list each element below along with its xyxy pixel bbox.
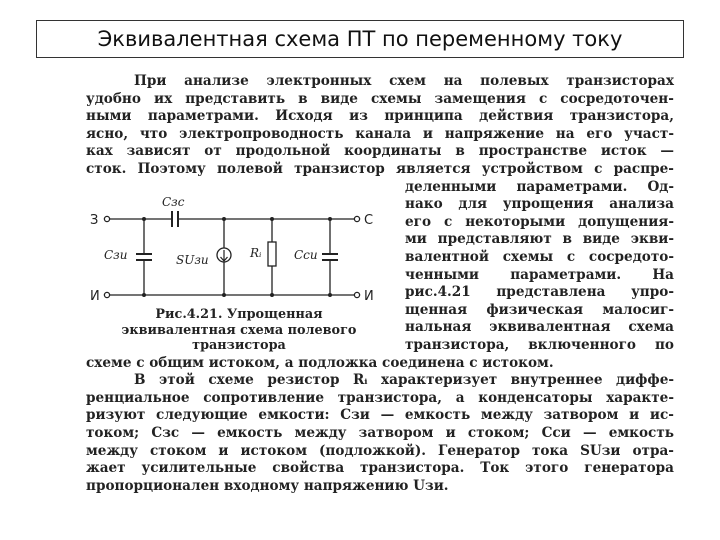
text-line: транзистора, включенного по [405,336,674,353]
generator-arrow-icon [221,250,228,261]
junction-dot [222,217,226,221]
terminal-source-right [354,292,359,297]
equivalent-circuit-diagram [84,195,394,305]
text-line: током; Cзс — емкость между затвором и стоком; Cси — емкость [86,424,674,441]
label-resistor: Rᵢ [250,246,262,260]
text-line: ными параметрами. Исходя из принципа действия транзистора, [86,108,674,125]
label-c-gd: Cзс [162,195,185,209]
label-source-left: И [90,289,100,304]
caption-line: Рис.4.21. Упрощенная [155,307,323,322]
text-line: его с некоторыми допущения- [405,213,674,230]
text-line: сток. Поэтому полевой транзистор является устройством с распре- [86,160,674,177]
text-line: щенная физическая малосиг- [405,301,674,318]
paragraph-top [86,73,674,179]
text-line: В этой схеме резистор Rᵢ характеризует внутреннее диффе- [134,372,674,389]
junction-dot [328,217,332,221]
text-line: деленными параметрами. Од- [405,178,674,195]
text-line: жает усилительные свойства транзистора. Ток этого генератора [86,460,674,477]
label-c-ds: Cси [294,248,318,262]
text-line: между стоком и истоком (подложкой). Генератор тока SUзи отра- [86,442,674,459]
resistor-ri [268,242,276,266]
text-line: ренциальное сопротивление транзистора, а конденсаторы характе- [86,389,674,406]
junction-dot [222,293,226,297]
text-line: нако для упрощения анализа [405,196,674,213]
terminal-gate [104,216,109,221]
text-line: При анализе электронных схем на полевых транзисторах [134,73,674,89]
text-line: ках зависят от продольной координаты в пространстве исток — [86,143,674,160]
junction-dot [328,293,332,297]
paragraph-bottom [86,355,674,373]
text-line: схеме с общим истоком, а подложка соединена с истоком. [86,354,554,371]
label-c-gs: Cзи [104,248,128,262]
terminal-source-left [104,292,109,297]
text-line: ченными параметрами. На [405,266,674,283]
paragraph-side [405,179,674,355]
paragraph-second [86,372,674,495]
junction-dot [270,217,274,221]
label-generator: SUзи [176,253,209,267]
caption-line: эквивалентная схема полевого [121,322,357,338]
figure-caption [84,307,394,354]
label-drain: С [364,213,374,228]
text-line: ясно, что электропроводность канала и напряжение на его участ- [86,125,674,142]
text-line: валентной схемы с сосредото- [405,248,674,265]
text-line: пропорционален входному напряжению Uзи. [86,477,449,494]
caption-line: транзистора [192,338,286,353]
text-line: удобно их представить в виде схемы замещения с сосредоточен- [86,90,674,107]
label-source-right: И [364,289,374,304]
junction-dot [142,217,146,221]
junction-dot [142,293,146,297]
text-line: рис.4.21 представлена упро- [405,284,674,301]
terminal-drain [354,216,359,221]
text-line: ризуют следующие емкости: Cзи — емкость между затвором и ис- [86,407,674,424]
slide-title: Эквивалентная схема ПТ по переменному току [36,20,684,58]
label-gate: З [90,213,99,228]
text-line: нальная эквивалентная схема [405,319,674,336]
text-line: ми представляют в виде экви- [405,231,674,248]
junction-dot [270,293,274,297]
